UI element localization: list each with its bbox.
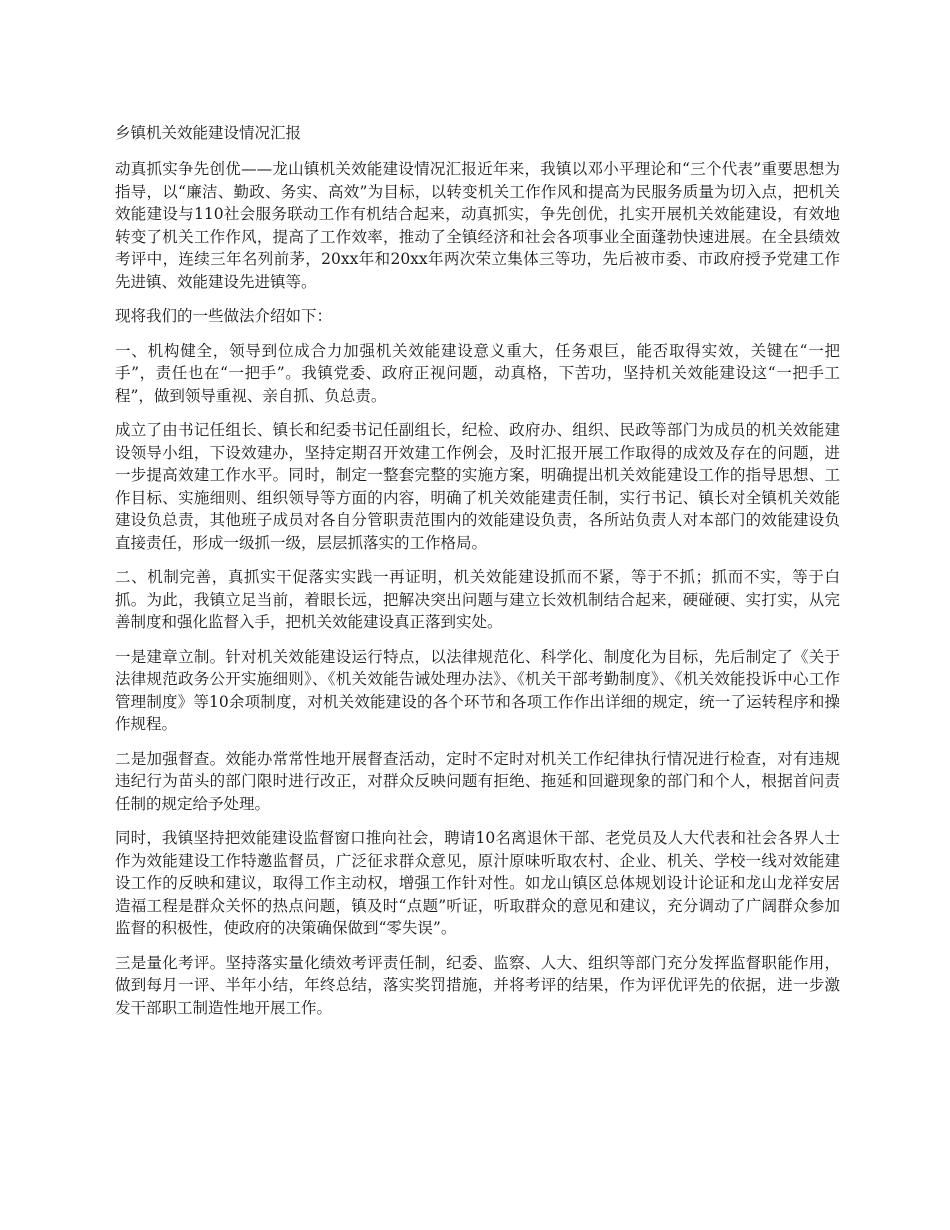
paragraph-supervision: 二是加强督查。效能办常常性地开展督查活动，定时不定时对机关工作纪律执行情况进行检查，对有违规违纪行为苗头的部门限时进行改正，对群众反映问题有拒绝、拖延和回避现象的部门和个人，根据首问责任制的规定给予处理。: [115, 749, 840, 813]
document-page: [115, 122, 840, 1031]
paragraph-rules: 一是建章立制。针对机关效能建设运行特点，以法律规范化、科学化、制度化为目标，先后制定了《关于法律规范政务公开实施细则》、《机关效能告诫处理办法》、《机关干部考勤制度》、《机关效能投诉中心工作管理制度》等10余项制度，对机关效能建设的各个环节和各项工作作出详细的规定，统一了运转程序和操作规程。: [115, 647, 840, 733]
paragraph-intro: 动真抓实争先创优——龙山镇机关效能建设情况汇报近年来，我镇以邓小平理论和“三个代表”重要思想为指导，以“廉洁、勤政、务实、高效”为目标，以转变机关工作作风和提高为民服务质量为切入点，把机关效能建设与110社会服务联动工作有机结合起来，动真抓实，争先创优，扎实开展机关效能建设，有效地转变了机关工作作风，提高了工作效率，推动了全镇经济和社会各项事业全面蓬勃快速进展。在全县绩效考评中，连续三年名列前茅，20xx年和20xx年两次荣立集体三等功，先后被市委、市政府授予党建工作先进镇、效能建设先进镇等。: [115, 160, 840, 291]
paragraph-methods-intro: 现将我们的一些做法介绍如下：: [115, 307, 333, 325]
paragraph-public-supervision: 同时，我镇坚持把效能建设监督窗口推向社会，聘请10名离退休干部、老党员及人大代表和社会各界人士作为效能建设工作特邀监督员，广泛征求群众意见，原汁原味听取农村、企业、机关、学校一线对效能建设工作的反映和建议，取得工作主动权，增强工作针对性。如龙山镇区总体规划设计论证和龙山龙祥安居造福工程是群众关怀的热点问题，镇及时“点题”听证，听取群众的意见和建议，充分调动了广阔群众参加监督的积极性，使政府的决策确保做到“零失误”。: [115, 829, 840, 937]
document-title: 乡镇机关效能建设情况汇报: [115, 124, 302, 142]
paragraph-evaluation: 三是量化考评。坚持落实量化绩效考评责任制，纪委、监察、人大、组织等部门充分发挥监督职能作用，做到每月一评、半年小结，年终总结，落实奖罚措施，并将考评的结果，作为评优评先的依据，进一步激发干部职工制造性地开展工作。: [115, 953, 840, 1017]
paragraph-leadership-group: 成立了由书记任组长、镇长和纪委书记任副组长，纪检、政府办、组织、民政等部门为成员的机关效能建设领导小组，下设效建办，坚持定期召开效建工作例会，及时汇报开展工作取得的成效及存在的问题，进一步提高效建工作水平。同时，制定一整套完整的实施方案，明确提出机关效能建设工作的指导思想、工作目标、实施细则、组织领导等方面的内容，明确了机关效能建责任制，实行书记、镇长对全镇机关效能建设负总责，其他班子成员对各自分管职责范围内的效能建设负责，各所站负责人对本部门的效能建设负直接责任，形成一级抓一级，层层抓落实的工作格局。: [115, 421, 840, 552]
paragraph-section-two: 二、机制完善，真抓实干促落实实践一再证明，机关效能建设抓而不紧，等于不抓；抓而不实，等于白抓。为此，我镇立足当前，着眼长远，把解决突出问题与建立长效机制结合起来，硬碰硬、实打实，从完善制度和强化监督入手，把机关效能建设真正落到实处。: [115, 568, 840, 631]
paragraph-section-one: 一、机构健全，领导到位成合力加强机关效能建设意义重大，任务艰巨，能否取得实效，关键在“一把手”，责任也在“一把手”。我镇党委、政府正视问题，动真格，下苦功，坚持机关效能建设这“一把手工程”，做到领导重视、亲自抓、负总责。: [115, 341, 840, 405]
